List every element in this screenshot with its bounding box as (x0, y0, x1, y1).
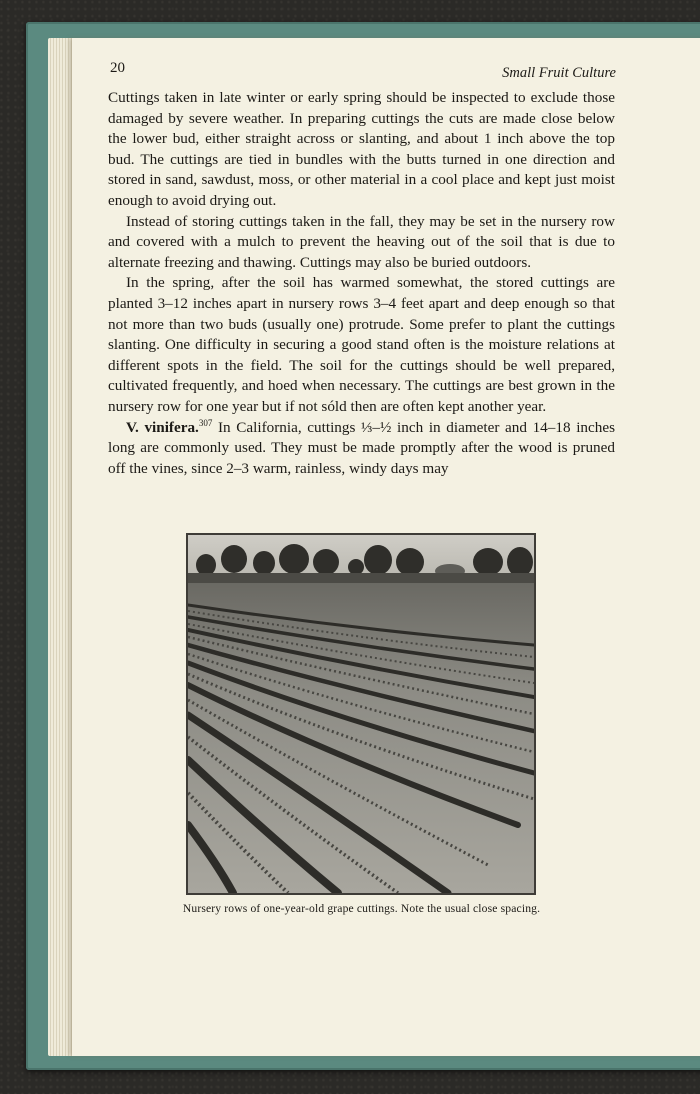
vinifera-text: In California, cuttings ⅓–½ inch in diameter and 14–18 inches long are commonly used. They must be made promptly after the wood is pruned off the vines, since 2–3 warm, rainless, windy days may (108, 418, 615, 477)
vinifera-heading: V. vinifera. (126, 418, 199, 436)
page-number: 20 (110, 60, 125, 76)
footnote-ref: 307 (198, 417, 213, 428)
body-text (108, 88, 615, 479)
nursery-rows-photo (186, 533, 536, 895)
paragraph-2: Instead of storing cuttings taken in the fall, they may be set in the nursery row and covered with a mulch to prevent the heaving out of the soil that is due to alternate freezing and thawing. Cuttings may also be buried outdoors. (108, 212, 615, 271)
figure-caption: Nursery rows of one-year-old grape cuttings. Note the usual close spacing. (182, 902, 541, 915)
paragraph-3: In the spring, after the soil has warmed somewhat, the stored cuttings are planted 3–12 inches apart in nursery rows 3–4 feet apart and deep enough so that not more than two buds (usually one) protrude. Some prefer to plant the cuttings slanting. One difficulty in securing a good stand often is the moisture relations at different spots in the field. The soil for the cuttings should be well prepared, cultivated frequently, and hoed when necessary. The cuttings are best grown in the nursery row for one year but if not sóld then are often kept another year. (108, 274, 615, 415)
page-header (110, 60, 616, 80)
running-head: Small Fruit Culture (502, 65, 616, 81)
photo-graphic (188, 535, 534, 893)
paragraph-1: Cuttings taken in late winter or early spring should be inspected to exclude those damaged by severe weather. In preparing cuttings the cuts are made close below the lower bud, either straight across or slanting, and about 1 inch above the top bud. The cuttings are tied in bundles with the butts turned in one direction and stored in sand, sawdust, moss, or other material in a cool place and kept just moist enough to avoid drying out. (108, 89, 615, 209)
paragraph-vinifera (108, 418, 615, 480)
